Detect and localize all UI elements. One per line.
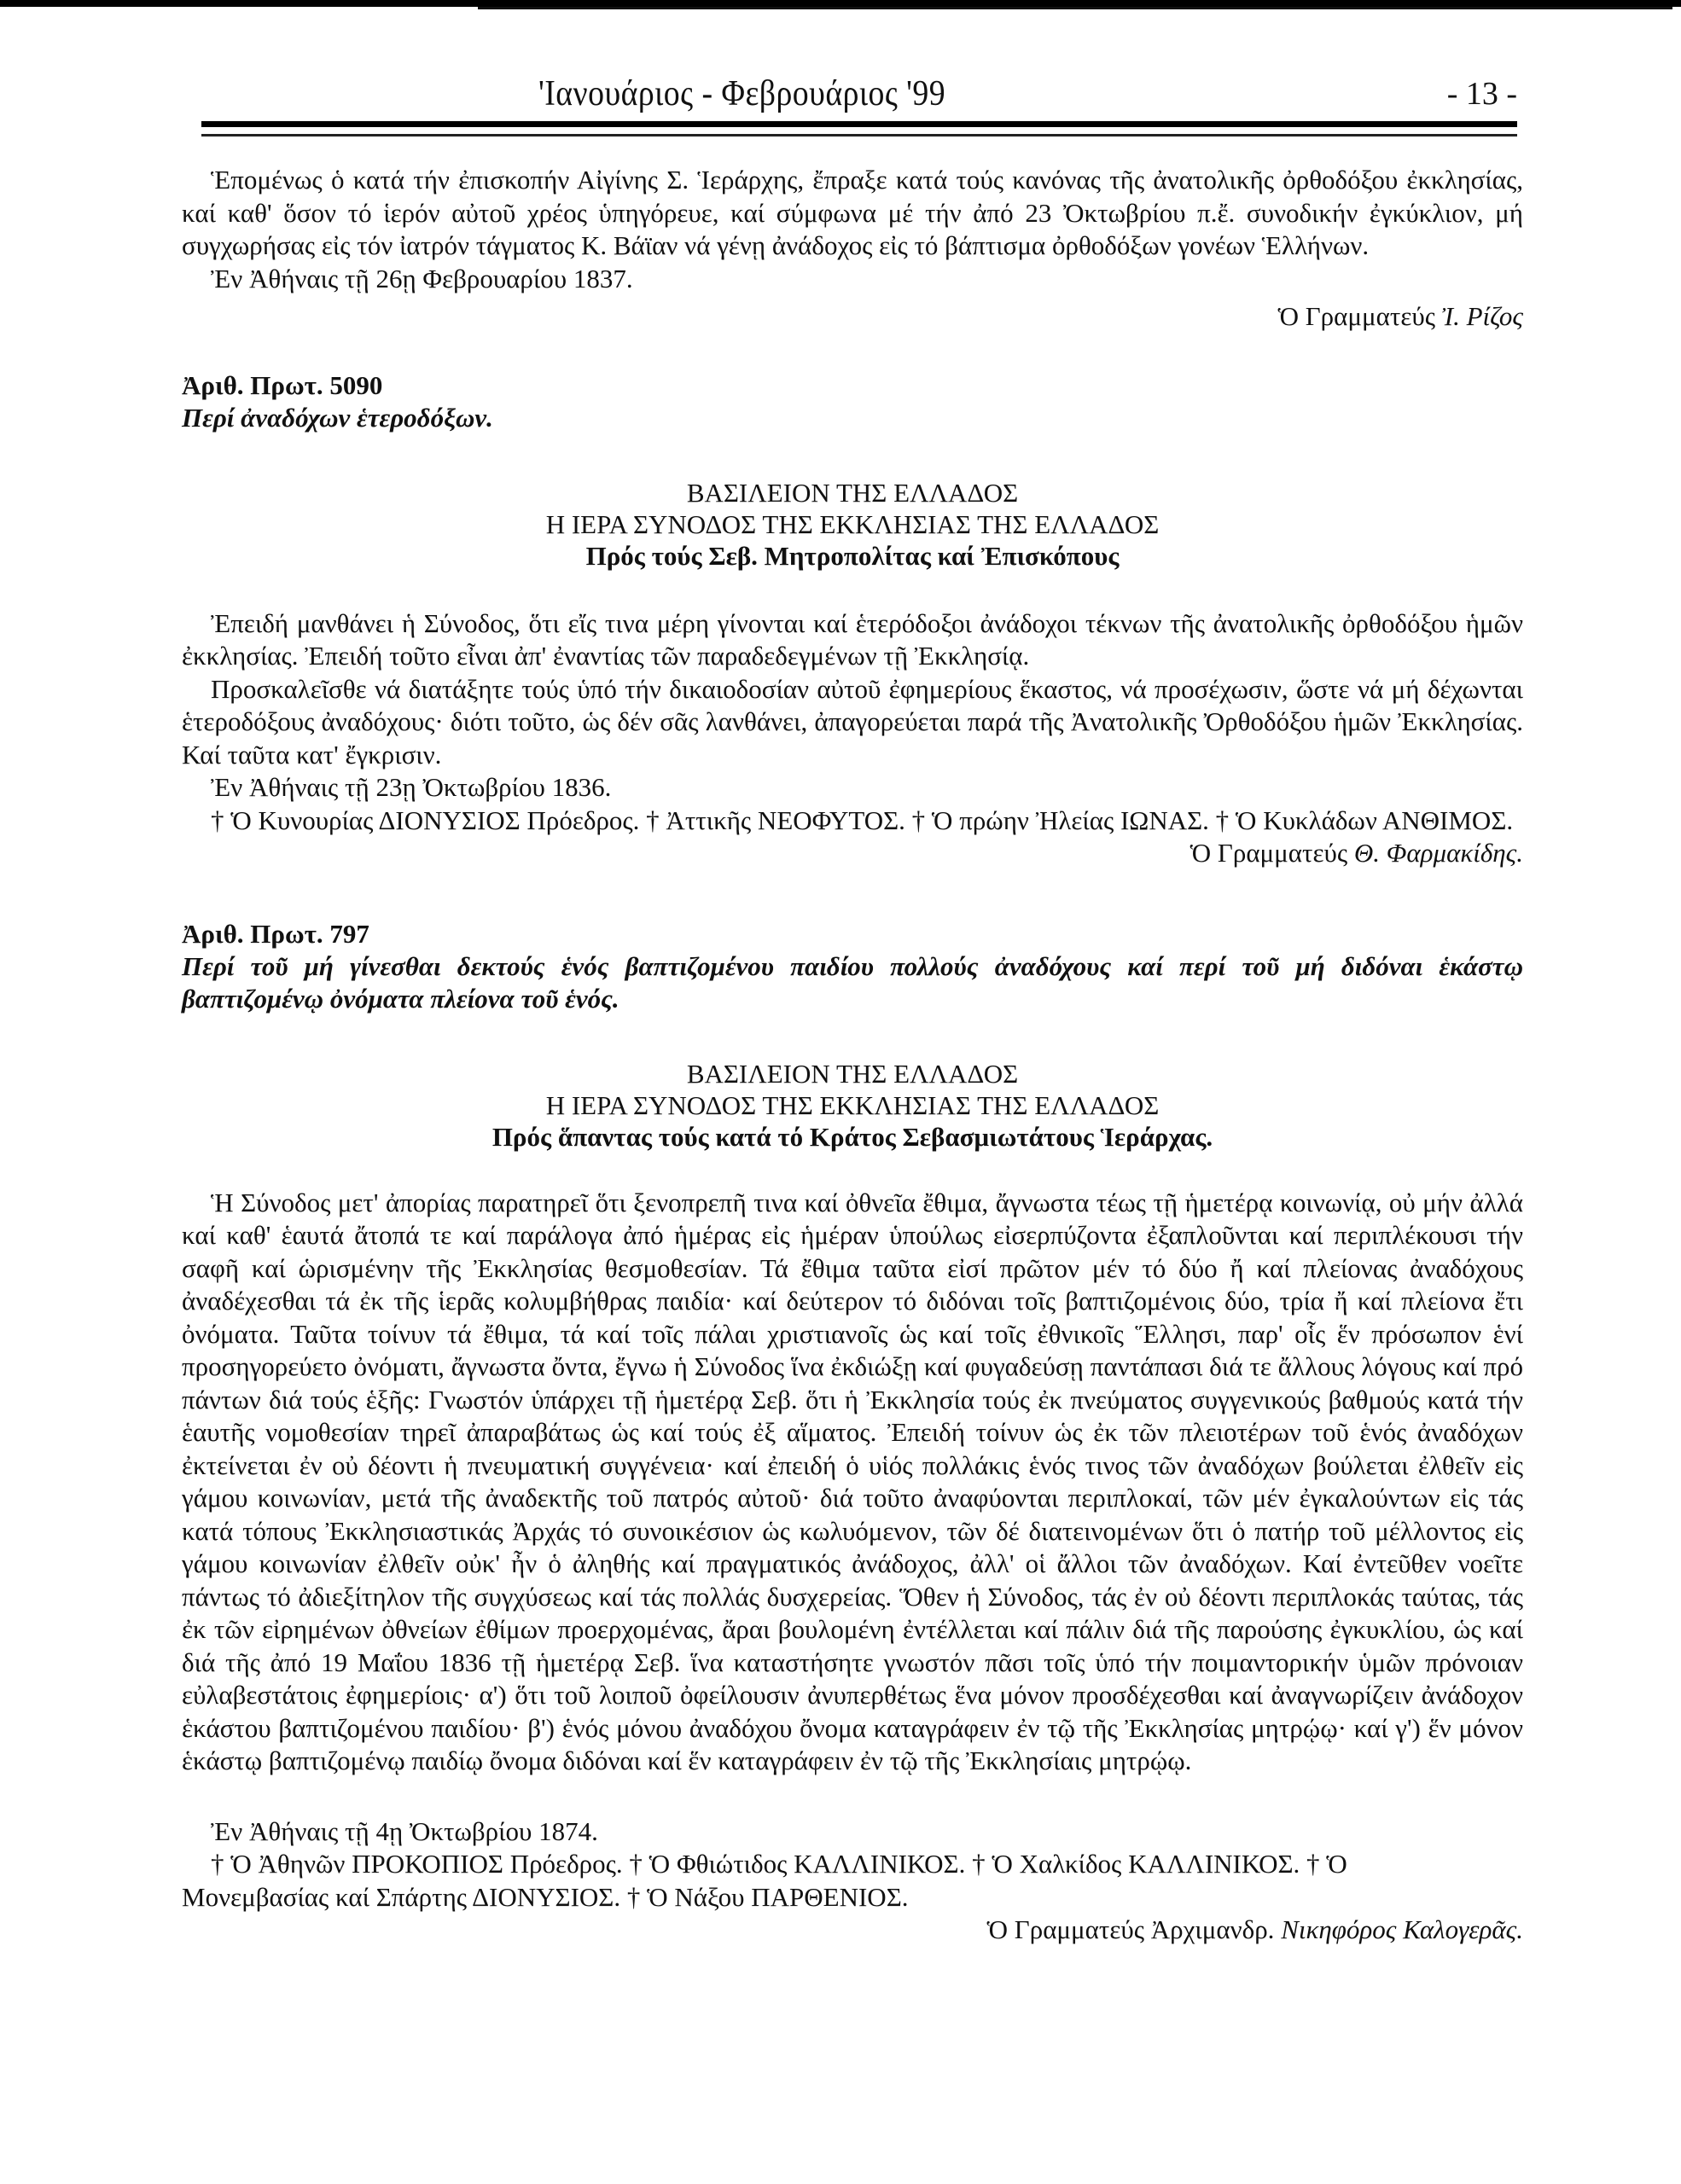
page-number: - 13 -: [1446, 76, 1517, 112]
header-rule-thick: [201, 121, 1517, 127]
issue-title: 'Ιανουάριος - Φεβρουάριος '99: [538, 74, 946, 113]
doc2-signatories: † Ὁ Ἀθηνῶν ΠΡΟΚΟΠΙΟΣ Πρόεδρος. † Ὁ Φθιώτιδος ΚΑΛΛΙΝΙΚΟΣ. † Ὁ Χαλκίδος ΚΑΛΛΙΝΙΚΟΣ. † Ὁ: [211, 1849, 1347, 1879]
doc2-heading-synod: Η ΙΕΡΑ ΣΥΝΟΔΟΣ ΤΗΣ ΕΚΚΛΗΣΙΑΣ ΤΗΣ ΕΛΛΑΔΟΣ: [545, 1089, 1160, 1120]
doc1-addressee: Πρός τούς Σεβ. Μητροπολίτας καί Ἐπισκόπους: [585, 540, 1120, 571]
signature-label: Ὁ Γραμματεύς Ἀρχιμανδρ.: [986, 1914, 1275, 1944]
doc1-signatories: † Ὁ Κυνουρίας ΔΙΟΝΥΣΙΟΣ Πρόεδρος. † Ἀττικῆς ΝΕΟΦΥΤΟΣ. † Ὁ πρώην Ἠλείας ΙΩΝΑΣ. † Ὁ Κυκλάδων ΑΝΘΙΜΟΣ.: [211, 804, 1514, 835]
doc1-subject: Περί ἀναδόχων ἑτεροδόξων.: [182, 402, 493, 433]
signature-label: Ὁ Γραμματεύς: [1189, 838, 1348, 868]
header-rule-thin: [201, 134, 1517, 136]
doc1-heading-kingdom: ΒΑΣΙΛΕΙΟΝ ΤΗΣ ΕΛΛΑΔΟΣ: [686, 477, 1019, 508]
doc2-date: Ἐν Ἀθήναις τῇ 4ῃ Ὀκτωβρίου 1874.: [211, 1815, 598, 1846]
doc2-signatories-cont: Μονεμβασίας καί Σπάρτης ΔΙΟΝΥΣΙΟΣ. † Ὁ Νάξου ΠΑΡΘΕΝΙΟΣ.: [182, 1881, 909, 1912]
doc1-signature: [182, 837, 1523, 870]
signature-label: Ὁ Γραμματεύς: [1277, 301, 1435, 331]
section1-signature: [182, 300, 1523, 334]
signature-name: Νικηφόρος Καλογερᾶς.: [1281, 1914, 1523, 1944]
continuation-paragraph: Ἑπομένως ὁ κατά τήν ἐπισκοπήν Αἰγίνης Σ. Ἱεράρχης, ἔπραξε κατά τούς κανόνας τῆς ἀνατολικῆς ὀρθοδόξου ἐκκλησίας, καί καθ' ὅσον τό ἱερόν αὐτοῦ χρέος ὑπηγόρευε, καί σύμφωνα μέ τήν ἀπό 23 Ὀκτωβρίου π.ἔ. συνοδικήν ἐγκύκλιον, μή συγχωρήσας εἰς τόν ἰατρόν τάγματος Κ. Βάϊαν νά γένῃ ἀνάδοχος εἰς τό βάπτισμα ὀρθοδόξων γονέων Ἑλλήνων.: [182, 165, 1523, 260]
running-header: [201, 73, 1517, 113]
signature-name: Θ. Φαρμακίδης.: [1353, 838, 1523, 868]
page-body: [182, 164, 1523, 1947]
doc2-paragraph: Ἡ Σύνοδος μετ' ἀπορίας παρατηρεῖ ὅτι ξενοπρεπῆ τινα καί ὀθνεῖα ἔθιμα, ἄγνωστα τέως τῇ ἡμετέρᾳ κοινωνίᾳ, οὐ μήν ἀλλά καί καθ' ἑαυτά ἄτοπά τε καί παράλογα ἀπό ἡμέρας εἰς ἡμέραν ὑπούλως εἰσερπύζοντα ἐξαπλοῦνται καί περιπλέκουσι τήν σαφῆ καί ὡρισμένην τῆς Ἐκκλησίας θεσμοθεσίαν. Τά ἔθιμα ταῦτα εἰσί πρῶτον μέν τό δύο ἤ καί πλείονας ἀναδόχους ἀναδέχεσθαι τά ἐκ τῆς ἱερᾶς κολυμβήθρας παιδία· καί δεύτερον τό διδόναι τοῖς βαπτιζομένοις δύο, τρία ἤ καί πλείονα ἔτι ὀνόματα. Ταῦτα τοίνυν τά ἔθιμα, τά καί τοῖς πάλαι χριστιανοῖς ὡς καί τοῖς ἐθνικοῖς Ἕλλησι, παρ' οἷς ἕν πρόσωπον ἑνί προσηγορεύετο ὀνόματι, ἄγνωστα ὄντα, ἔγνω ἡ Σύνοδος ἵνα ἐκδιώξῃ καί φυγαδεύσῃ παντάπασι διά τε ἄλλους λόγους καί πρό πάντων διά τούς ἑξῆς: Γνωστόν ὑπάρχει τῇ ἡμετέρᾳ Σεβ. ὅτι ἡ Ἐκκλησία τούς ἐκ πνεύματος συγγενικούς βαθμούς κατά τήν ἑαυτῆς νομοθεσίαν τηρεῖ ἀπαραβάτως ὡς καί τούς ἐξ αἵματος. Ἐπειδή τοίνυν ὡς ἐκ τῶν πλειοτέρων τοῦ ἑνός ἀναδόχων ἐκτείνεται ἐν οὐ δέοντι ἡ πνευματική συγγένεια· καί ἐπειδή ὁ υἱός πολλάκις ἑνός τινος τῶν ἀναδόχων βούλεται ἐλθεῖν εἰς γάμου κοινωνίαν, μετά τῆς ἀναδεκτῆς τοῦ πατρός αὐτοῦ· διά τοῦτο ἀναφύονται περιπλοκαί, τῶν μέν ἐγκαλούντων εἰς τάς κατά τόπους Ἐκκλησιαστικάς Ἀρχάς τό συνοικέσιον ὡς κωλυόμενον, τῶν δέ διατεινομένων ὅτι ὁ πατήρ τοῦ μέλλοντος εἰς γάμου κοινωνίαν ἐλθεῖν οὐκ' ἦν ὁ ἀληθής καί πραγματικός ἀνάδοχος, ἀλλ' οἱ ἄλλοι τῶν ἀναδόχων. Καί ἐντεῦθεν νοεῖτε πάντως τό ἀδιεξίτηλον τῆς συγχύσεως καί τάς πολλάς δυσχερείας. Ὅθεν ἡ Σύνοδος, τάς ἐν οὐ δέοντι περιπλοκάς ταύτας, τάς ἐκ τῶν εἰρημένων ὀθνείων ἐθίμων προερχομένας, ἄραι βουλομένη ἐντέλλεται καί πάλιν διά τῆς παρούσης ἐγκυκλίου, ὡς καί διά τῆς ἀπό 19 Μαΐου 1836 τῇ ἡμετέρᾳ Σεβ. ἵνα καταστήσητε γνωστόν πᾶσι τοῖς ὑπό τήν ποιμαντορικήν ὑμῶν πρόνοιαν εὐλαβεστάτοις ἐφημερίοις· α') ὅτι τοῦ λοιποῦ ὀφείλουσιν ἀνυπερθέτως ἕνα μόνον προσδέχεσθαι καί ἀναγνωρίζειν ἀνάδοχον ἑκάστου βαπτιζομένου παιδίου· β') ἑνός μόνου ἀναδόχου ὄνομα καταγράφειν ἐν τῷ τῆς Ἐκκλησίας μητρῴῳ· καί γ') ἕν μόνον ἑκάστῳ βαπτιζομένῳ παιδίῳ ὄνομα διδόναι καί ἕν καταγράφειν ἐν τῷ τῆς Ἐκκλησίαις μητρῴῳ.: [182, 1187, 1523, 1775]
doc1-paragraph: Προσκαλεῖσθε νά διατάξητε τούς ὑπό τήν δικαιοδοσίαν αὐτοῦ ἐφημερίους ἕκαστος, νά προσέχωσιν, ὥστε νά μή δέχωνται ἑτεροδόξους ἀναδόχους· διότι τοῦτο, ὡς δέν σᾶς λανθάνει, ἀπαγορεύεται παρά τῆς Ἀνατολικῆς Ὀρθοδόξου ἡμῶν Ἐκκλησίας. Καί ταῦτα κατ' ἔγκρισιν.: [182, 673, 1523, 770]
doc2-addressee: Πρός ἅπαντας τούς κατά τό Κράτος Σεβασμιωτάτους Ἱεράρχας.: [492, 1121, 1213, 1152]
doc1-heading-synod: Η ΙΕΡΑ ΣΥΝΟΔΟΣ ΤΗΣ ΕΚΚΛΗΣΙΑΣ ΤΗΣ ΕΛΛΑΔΟΣ: [545, 508, 1160, 539]
doc1-date: Ἐν Ἀθήναις τῇ 23ῃ Ὀκτωβρίου 1836.: [211, 772, 612, 802]
doc2-signature: [182, 1914, 1523, 1947]
scan-edge-top: [0, 0, 1681, 7]
section1-date: Ἐν Ἀθήναις τῇ 26ῃ Φεβρουαρίου 1837.: [211, 263, 633, 293]
doc2-heading-kingdom: ΒΑΣΙΛΕΙΟΝ ΤΗΣ ΕΛΛΑΔΟΣ: [686, 1058, 1019, 1089]
scan-edge-shadow: [478, 7, 1672, 9]
signature-name: Ἰ. Ρίζος: [1441, 301, 1523, 331]
doc2-protocol-number: Ἀριθ. Πρωτ. 797: [182, 918, 369, 949]
doc1-paragraph: Ἐπειδή μανθάνει ἡ Σύνοδος, ὅτι εἴς τινα μέρη γίνονται καί ἑτερόδοξοι ἀνάδοχοι τέκνων τῆς ἀνατολικῆς ὀρθοδόξου ἡμῶν ἐκκλησίας. Ἐπειδή τοῦτο εἶναι ἀπ' ἐναντίας τῶν παραδεδεγμένων τῇ Ἐκκλησίᾳ.: [182, 607, 1523, 671]
doc1-protocol-number: Ἀριθ. Πρωτ. 5090: [182, 369, 383, 400]
doc2-subject: Περί τοῦ μή γίνεσθαι δεκτούς ἑνός βαπτιζομένου παιδίου πολλούς ἀναδόχους καί περί τοῦ μή διδόναι ἑκάστῳ βαπτιζομένῳ ὀνόματα πλείονα τοῦ ἑνός.: [182, 950, 1523, 1014]
